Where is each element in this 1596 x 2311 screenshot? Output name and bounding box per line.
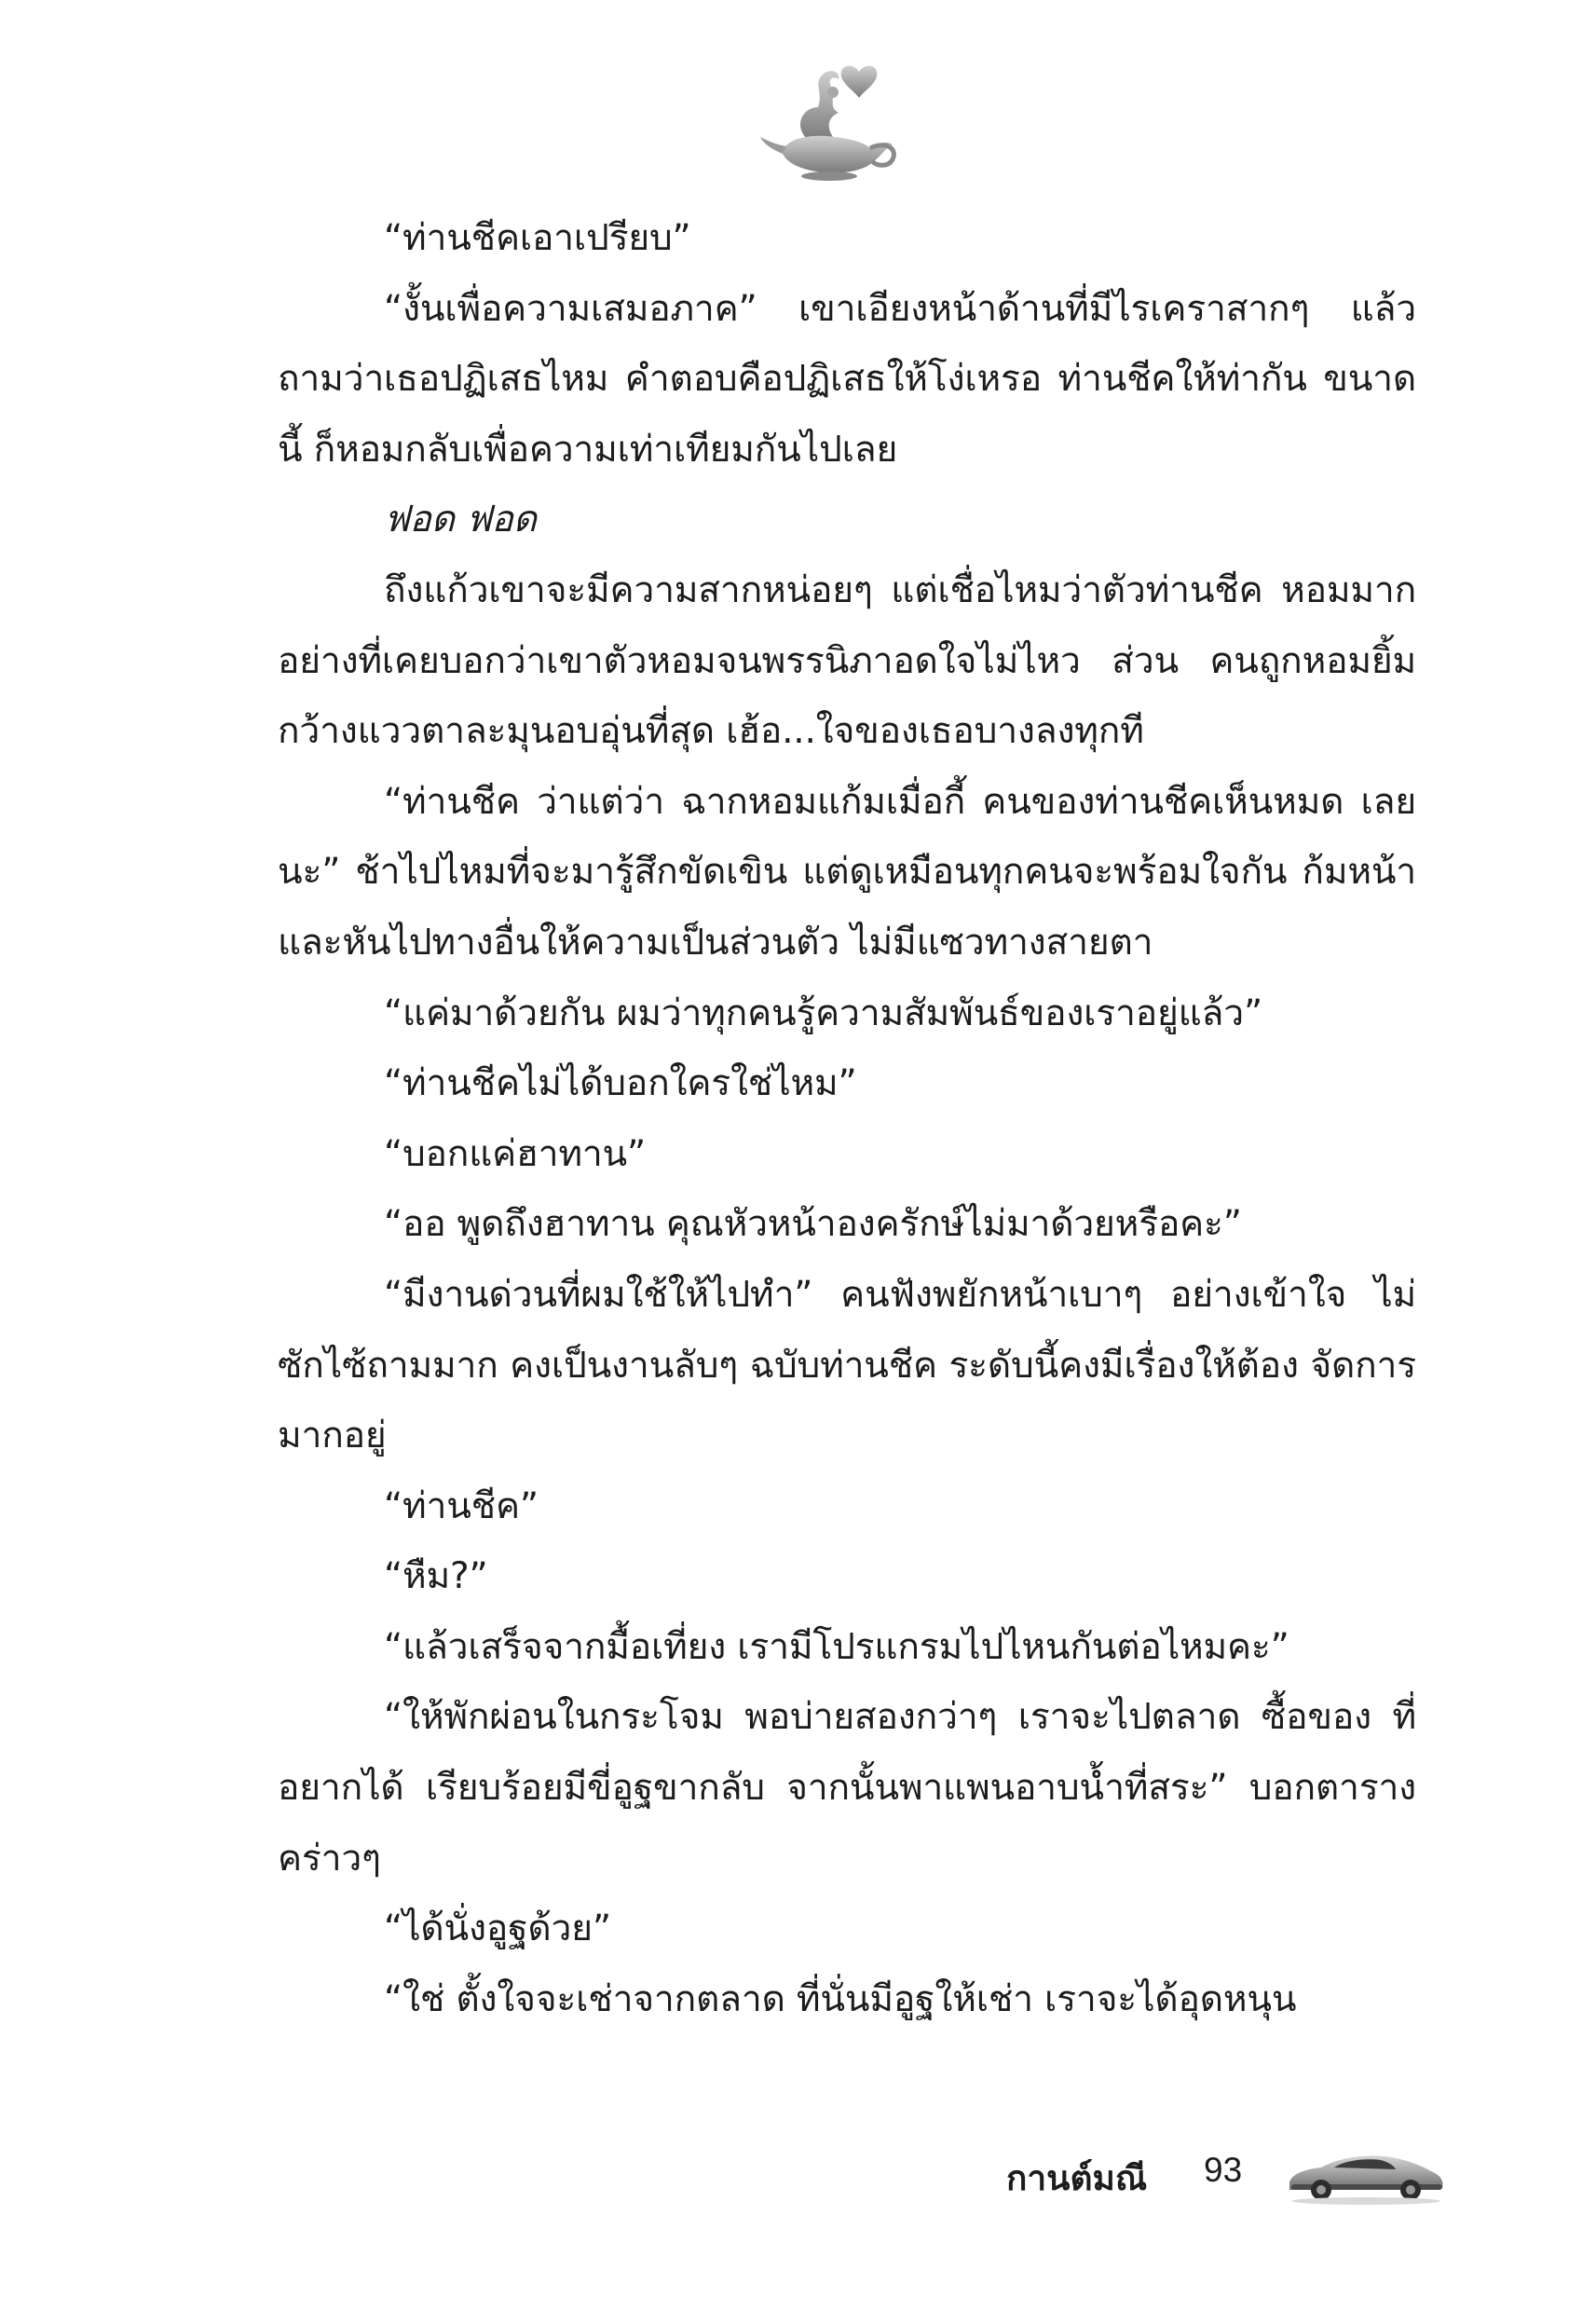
paragraph: “ท่านชีคเอาเปรียบ” (384, 217, 691, 259)
paragraph: “แค่มาด้วยกัน ผมว่าทุกคนรู้ความสัมพันธ์ของเราอยู่แล้ว” (384, 991, 1262, 1034)
page-footer (988, 2130, 1453, 2214)
teapot-ornament-icon (755, 51, 904, 182)
paragraph: “งั้นเพื่อความเสมอภาค” เขาเอียงหน้าด้านที่มีไรเคราสากๆ แล้ว ถามว่าเธอปฏิเสธไหม คำตอบคือปฏิเสธให้โง่เหรอ ท่านชีคให้ท่ากัน ขนาดนี้ ก็หอมกลับเพื่อความเท่าเทียมกันไปเลย (278, 287, 1416, 471)
paragraph: “บอกแค่ฮาทาน” (384, 1132, 646, 1175)
paragraph: “ใช่ ตั้งใจจะเช่าจากตลาด ที่นั่นมีอูฐให้เช่า เราจะได้อุดหนุน (384, 1977, 1297, 2020)
paragraph: “มีงานด่วนที่ผมใช้ให้ไปทำ” คนฟังพยักหน้าเบาๆ อย่างเข้าใจ ไม่ซักไซ้ถามมาก คงเป็นงานลับๆ ฉบับท่านชีค ระดับนี้คงมีเรื่องให้ต้อง จัดการมากอยู่ (278, 1273, 1416, 1457)
author-name: กานต์มณี (1006, 2158, 1148, 2198)
body-text (278, 203, 1416, 2034)
paragraph: “ให้พักผ่อนในกระโจม พอบ่ายสองกว่าๆ เราจะไปตลาด ซื้อของ ที่อยากได้ เรียบร้อยมีขี่อูฐขากลับ จากนั้นพาแพนอาบน้ำที่สระ” บอกตารางคร่าวๆ (278, 1696, 1416, 1880)
paragraph: “หืม?” (384, 1555, 488, 1598)
paragraph: “ออ พูดถึงฮาทาน คุณหัวหน้าองครักษ์ไม่มาด้วยหรือคะ” (384, 1203, 1242, 1246)
paragraph: “ได้นั่งอูฐด้วย” (384, 1908, 611, 1950)
sports-car-icon (1284, 2141, 1447, 2207)
paragraph: “ท่านชีค ว่าแต่ว่า ฉากหอมแก้มเมื่อกี้ คนของท่านชีคเห็นหมด เลยนะ” ช้าไปไหมที่จะมารู้สึกขัดเขิน แต่ดูเหมือนทุกคนจะพร้อมใจกัน ก้มหน้าและหันไปทางอื่นให้ความเป็นส่วนตัว ไม่มีแซวทางสายตา (278, 780, 1416, 964)
paragraph: “แล้วเสร็จจากมื้อเที่ยง เรามีโปรแกรมไปไหนกันต่อไหมคะ” (384, 1625, 1289, 1668)
paragraph: “ท่านชีคไม่ได้บอกใครใช่ไหม” (384, 1062, 857, 1105)
paragraph: ถึงแก้วเขาจะมีความสากหน่อยๆ แต่เชื่อไหมว่าตัวท่านชีค หอมมาก อย่างที่เคยบอกว่าเขาตัวหอมจนพรรนิภาอดใจไม่ไหว ส่วน คนถูกหอมยิ้มกว้างแววตาละมุนอบอุ่นที่สุด เฮ้อ...ใจของเธอบางลงทุกที (278, 568, 1416, 753)
page-number: 93 (1204, 2151, 1243, 2189)
paragraph-sound-effect: ฟอด ฟอด (384, 499, 537, 541)
paragraph: “ท่านชีค” (384, 1484, 539, 1527)
